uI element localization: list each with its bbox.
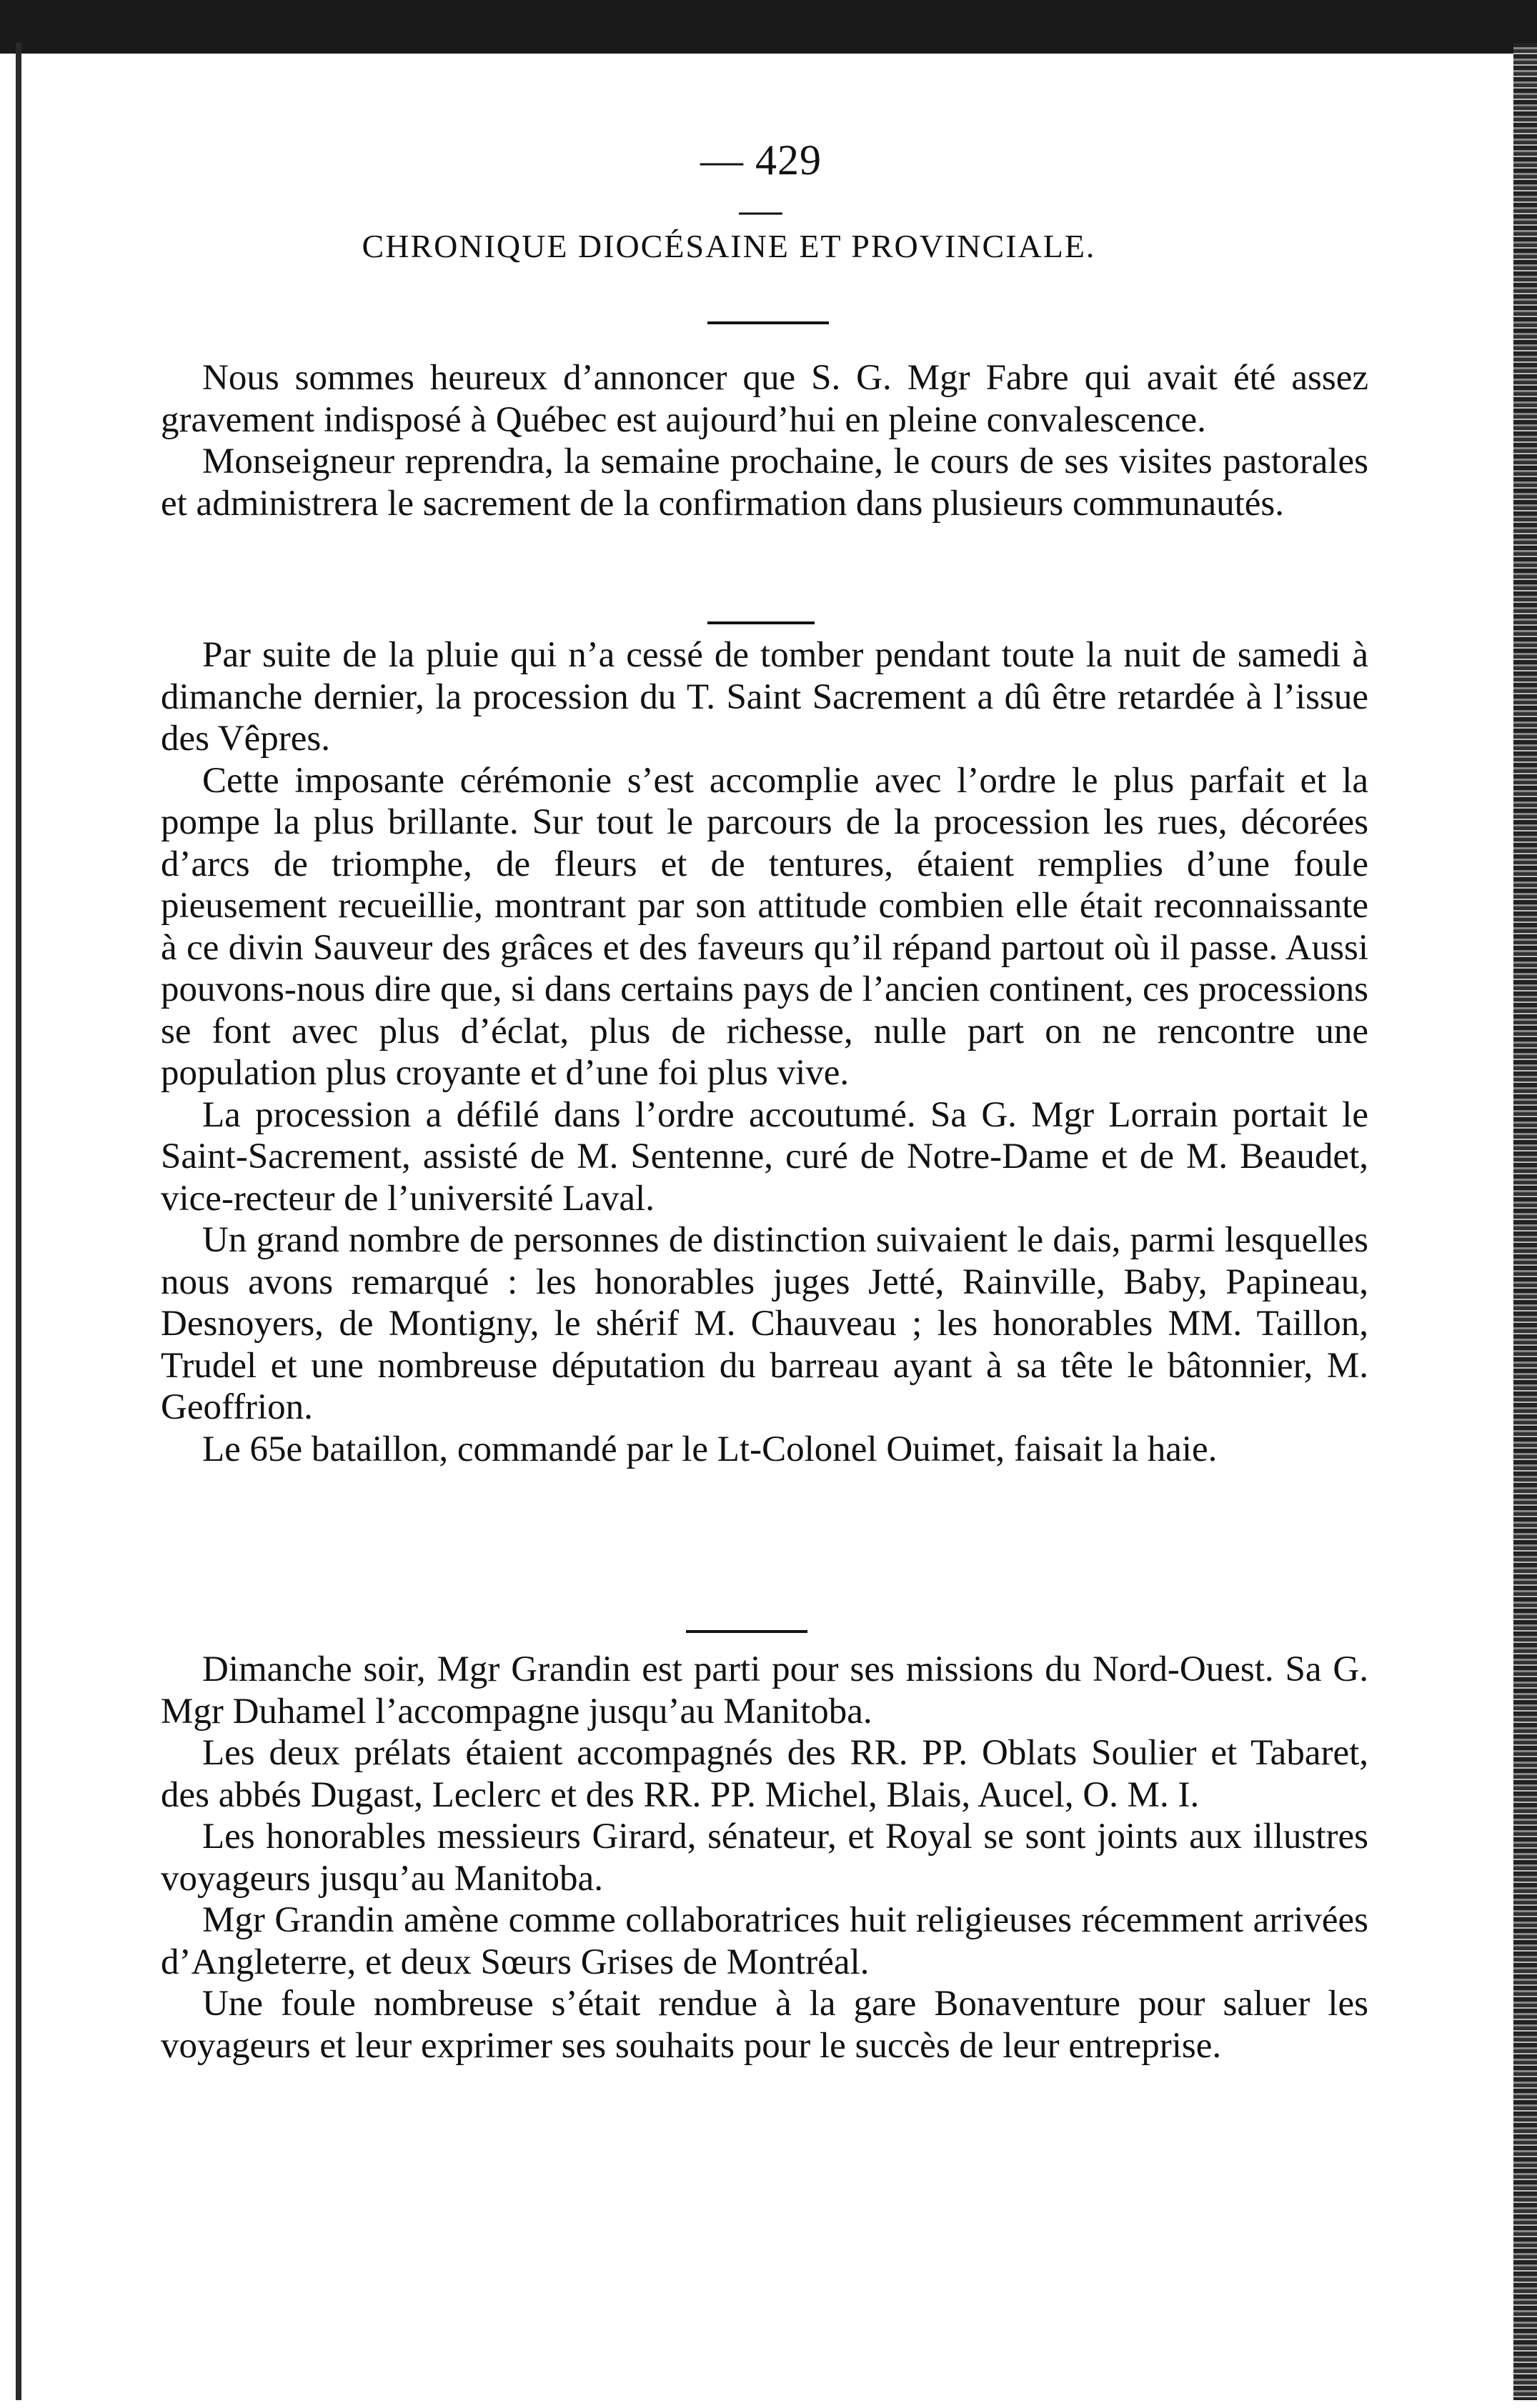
page-number: — 429 —	[700, 136, 822, 233]
paragraph: Les honorables messieurs Girard, sénateur, et Royal se sont joints aux illustres voyageurs jusqu’au Manitoba.	[161, 1817, 1368, 1899]
paragraph: Cette imposante cérémonie s’est accomplie avec l’ordre le plus parfait et la pompe la plus brillante. Sur tout le parcours de la procession les rues, décorées d’arcs de triomphe, de fleurs et de tentures, étaient remplies d’une foule pieusement recueillie, montrant par son attitude combien elle était reconnaissante à ce divin Sauveur des grâces et des faveurs qu’il répand partout où il passe. Aussi pouvons-nous dire que, si dans certains pays de l’ancien continent, ces processions se font avec plus d’éclat, plus de richesse, nulle part on ne rencontre une population plus croyante et d’une foi plus vive.	[161, 760, 1368, 1093]
paragraph: Monseigneur reprendra, la semaine prochaine, le cours de ses visites pastorales et administrera le sacrement de la confirmation dans plusieurs communautés.	[161, 441, 1368, 524]
page-binding-edge	[1513, 43, 1537, 2400]
news-item-procession	[161, 634, 1368, 1470]
section-title: CHRONIQUE DIOCÉSAINE ET PROVINCIALE.	[362, 228, 1096, 264]
page-top-edge	[0, 0, 1537, 54]
news-item-missions	[161, 1649, 1368, 2067]
paragraph: La procession a défilé dans l’ordre accoutumé. Sa G. Mgr Lorrain portait le Saint-Sacrement, assisté de M. Sentenne, curé de Notre-Dame et de M. Beaudet, vice-recteur de l’université Laval.	[161, 1094, 1368, 1219]
paragraph: Les deux prélats étaient accompagnés des RR. PP. Oblats Soulier et Tabaret, des abbés Dugast, Leclerc et des RR. PP. Michel, Blais, Aucel, O. M. I.	[161, 1733, 1368, 1815]
paragraph: Un grand nombre de personnes de distinction suivaient le dais, parmi lesquelles nous avons remarqué : les honorables juges Jetté, Rainville, Baby, Papineau, Desnoyers, de Montigny, le shérif M. Chauveau ; les honorables MM. Taillon, Trudel et une nombreuse députation du barreau ayant à sa tête le bâtonnier, M. Geoffrion.	[161, 1220, 1368, 1427]
paragraph: Dimanche soir, Mgr Grandin est parti pour ses missions du Nord-Ouest. Sa G. Mgr Duhamel l’accompagne jusqu’au Manitoba.	[161, 1649, 1368, 1732]
separator-rule	[707, 321, 829, 324]
paragraph: Par suite de la pluie qui n’a cessé de tomber pendant toute la nuit de samedi à dimanche dernier, la procession du T. Saint Sacrement a dû être retardée à l’issue des Vêpres.	[161, 635, 1368, 759]
news-item-convalescence	[161, 357, 1368, 524]
paragraph: Le 65e bataillon, commandé par le Lt-Colonel Ouimet, faisait la haie.	[202, 1429, 1218, 1469]
page-left-edge	[16, 43, 21, 2400]
paragraph: Nous sommes heureux d’annoncer que S. G. Mgr Fabre qui avait été assez gravement indisposé à Québec est aujourd’hui en pleine convalescence.	[161, 358, 1368, 440]
separator-rule	[686, 1630, 807, 1633]
separator-rule	[707, 621, 815, 624]
paragraph: Une foule nombreuse s’était rendue à la gare Bonaventure pour saluer les voyageurs et leur exprimer ses souhaits pour le succès de leur entreprise.	[161, 1984, 1368, 2066]
paragraph: Mgr Grandin amène comme collaboratrices huit religieuses récemment arrivées d’Angleterre, et deux Sœurs Grises de Montréal.	[161, 1900, 1368, 1982]
